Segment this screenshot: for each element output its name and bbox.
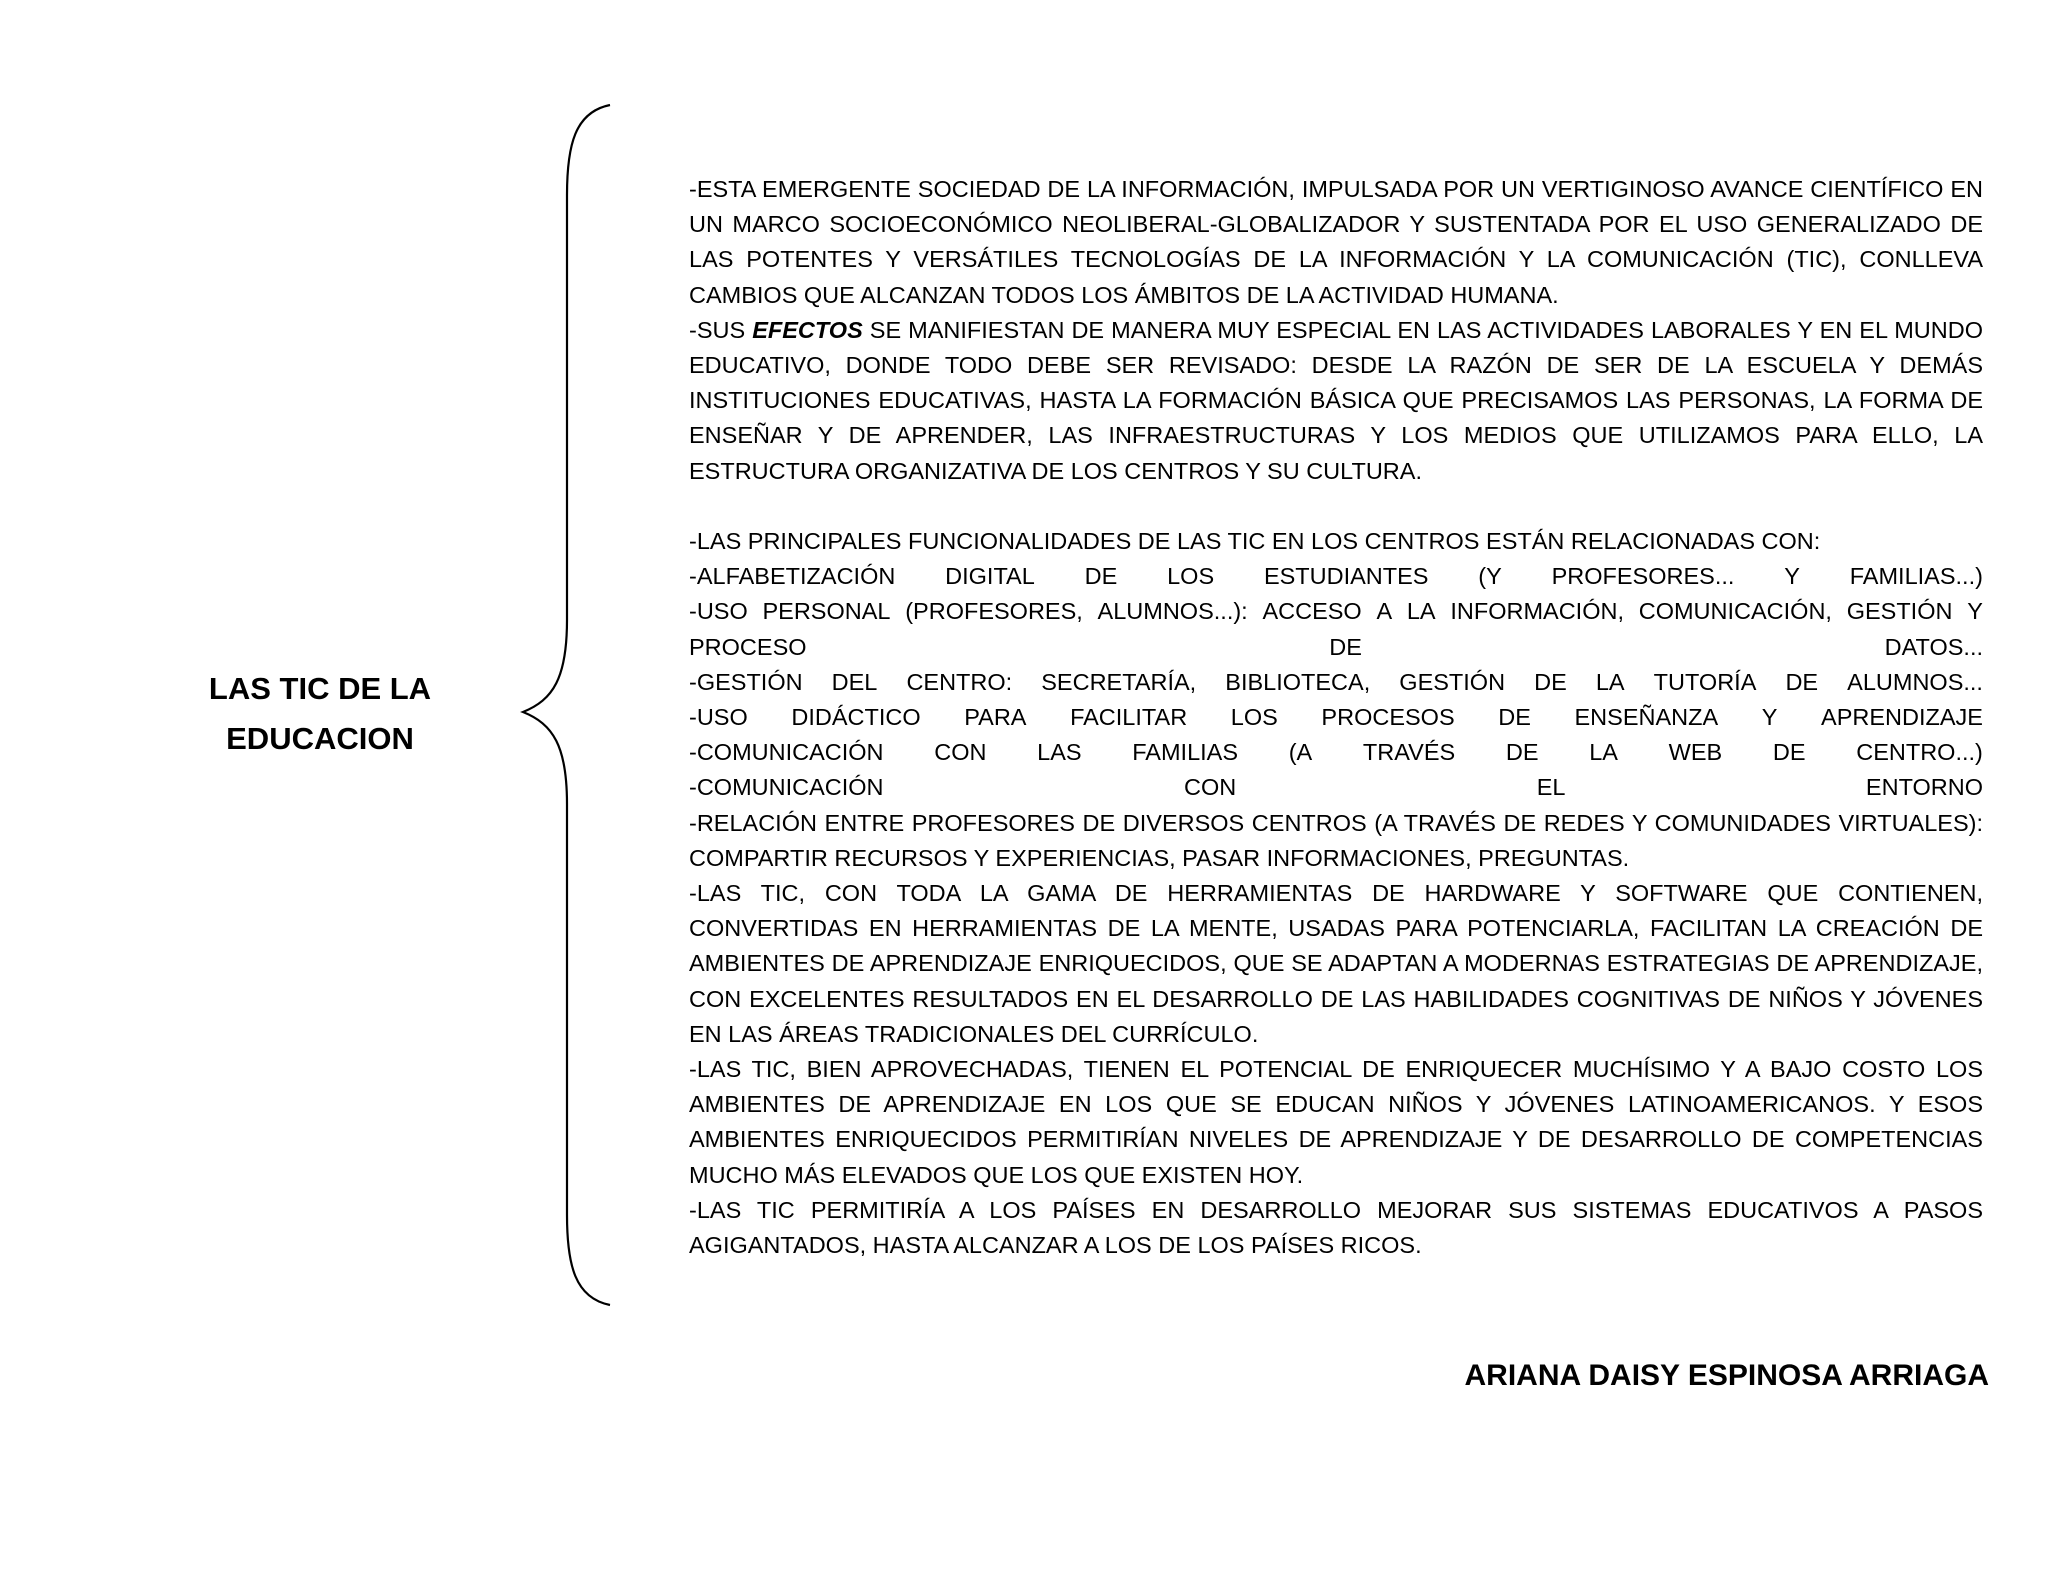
- word: CENTRO:: [906, 668, 1013, 695]
- paragraph-effects-prefix: -SUS: [689, 316, 753, 343]
- word: DIDÁCTICO: [791, 704, 921, 731]
- word: CENTRO...): [1856, 739, 1983, 766]
- word: -COMUNICACIÓN: [689, 739, 884, 766]
- word: ENSEÑANZA: [1574, 704, 1719, 731]
- word: DATOS...: [1884, 633, 1983, 660]
- word: DE: [1505, 739, 1539, 766]
- paragraph-effects-rest: SE MANIFIESTAN DE MANERA MUY ESPECIAL EN LAS ACTIVIDADES LABORALES Y EN EL MUNDO EDUCATIVO, DONDE TODO DEBE SER REVISADO: DESDE LA RAZÓN DE SER DE LA ESCUELA Y DEMÁS INSTITUCIONES EDUCATIVAS, HASTA LA FORMACIÓN BÁSICA QUE PRECISAMOS LAS PERSONAS, LA FORMA DE ENSEÑAR Y DE APRENDER, LAS INFRAESTRUCTURAS Y LOS MEDIOS QUE UTILIZAMOS PARA ELLO, LA ESTRUCTURA ORGANIZATIVA DE LOS CENTROS Y SU CULTURA.: [689, 316, 1983, 484]
- word: Y: [1967, 598, 1983, 625]
- word: A: [1376, 598, 1393, 625]
- word: GESTIÓN: [1399, 668, 1506, 695]
- word: ACCESO: [1262, 598, 1362, 625]
- word: PERSONAL: [762, 598, 891, 625]
- paragraph-development: -LAS TIC PERMITIRÍA A LOS PAÍSES EN DESARROLLO MEJORAR SUS SISTEMAS EDUCATIVOS A PASOS AGIGANTADOS, HASTA ALCANZAR A LOS DE LOS PAÍSES RICOS.: [689, 1196, 1983, 1259]
- word: CON: [1184, 774, 1237, 801]
- word: LOS: [1167, 563, 1215, 590]
- list-item: [689, 594, 1983, 629]
- paragraph-potential: -LAS TIC, BIEN APROVECHADAS, TIENEN EL POTENCIAL DE ENRIQUECER MUCHÍSIMO Y A BAJO COSTO LOS AMBIENTES DE APRENDIZAJE EN LOS QUE SE EDUCAN NIÑOS Y JÓVENES LATINOAMERICANOS. Y ESOS AMBIENTES ENRIQUECIDOS PERMITIRÍAN NIVELES DE APRENDIZAJE Y DE DESARROLLO DE COMPETENCIAS MUCHO MÁS ELEVADOS QUE LOS QUE EXISTEN HOY.: [689, 1056, 1983, 1188]
- word: DIGITAL: [945, 563, 1035, 590]
- word: COMUNICACIÓN,: [1638, 598, 1832, 625]
- word: FAMILIAS...): [1849, 563, 1983, 590]
- word: LAS: [1037, 739, 1082, 766]
- word: ENTORNO: [1865, 774, 1983, 801]
- word: ALUMNOS...):: [1097, 598, 1248, 625]
- word: -GESTIÓN: [689, 668, 803, 695]
- word: -COMUNICACIÓN: [689, 774, 884, 801]
- word: (A: [1288, 739, 1313, 766]
- list-item: [689, 770, 1983, 805]
- list-item: [689, 559, 1983, 594]
- paragraph-effects: [689, 313, 1983, 489]
- word: DE: [1772, 739, 1806, 766]
- list-item: [689, 665, 1983, 700]
- list-item: [689, 735, 1983, 770]
- paragraph-intro: -ESTA EMERGENTE SOCIEDAD DE LA INFORMACIÓN, IMPULSADA POR UN VERTIGINOSO AVANCE CIENTÍFICO EN UN MARCO SOCIOECONÓMICO NEOLIBERAL-GLOBALIZADOR Y SUSTENTADA POR EL USO GENERALIZADO DE LAS POTENTES Y VERSÁTILES TECNOLOGÍAS DE LA INFORMACIÓN Y LA COMUNICACIÓN (TIC), CONLLEVA CAMBIOS QUE ALCANZAN TODOS LOS ÁMBITOS DE LA ACTIVIDAD HUMANA.: [689, 176, 1983, 308]
- word: DE: [1329, 633, 1362, 660]
- word: FAMILIAS: [1132, 739, 1239, 766]
- word: TRAVÉS: [1362, 739, 1456, 766]
- word: ALUMNOS...: [1847, 668, 1983, 695]
- word: FACILITAR: [1070, 704, 1188, 731]
- body-text: [689, 172, 1983, 1263]
- word: Y: [1761, 704, 1778, 731]
- word: -USO: [689, 598, 748, 625]
- word: -ALFABETIZACIÓN: [689, 563, 896, 590]
- word: CON: [934, 739, 987, 766]
- word: GESTIÓN: [1846, 598, 1953, 625]
- word: TUTORÍA: [1653, 668, 1757, 695]
- list-item: -RELACIÓN ENTRE PROFESORES DE DIVERSOS CENTROS (A TRAVÉS DE REDES Y COMUNIDADES VIRTUALES): COMPARTIR RECURSOS Y EXPERIENCIAS, PASAR INFORMACIONES, PREGUNTAS.: [689, 809, 1983, 871]
- word: WEB: [1668, 739, 1723, 766]
- effects-emphasis: EFECTOS: [752, 316, 863, 343]
- word: SECRETARÍA,: [1041, 668, 1197, 695]
- word: DEL: [831, 668, 878, 695]
- functionalities-intro: -LAS PRINCIPALES FUNCIONALIDADES DE LAS TIC EN LOS CENTROS ESTÁN RELACIONADAS CON:: [689, 528, 1821, 555]
- author-name: ARIANA DAISY ESPINOSA ARRIAGA: [1464, 1359, 1989, 1392]
- word: LA: [1595, 668, 1625, 695]
- word: -USO: [689, 704, 748, 731]
- list-item: [689, 700, 1983, 735]
- blank-line: [689, 489, 1983, 524]
- word: (Y: [1478, 563, 1502, 590]
- word: PROCESOS: [1321, 704, 1455, 731]
- word: PROCESO: [689, 633, 807, 660]
- title-line-2: EDUCACION: [226, 721, 414, 756]
- word: PROFESORES...: [1551, 563, 1735, 590]
- word: INFORMACIÓN,: [1450, 598, 1624, 625]
- title-line-1: LAS TIC DE LA: [208, 671, 432, 706]
- word: LA: [1589, 739, 1618, 766]
- word: (PROFESORES,: [905, 598, 1083, 625]
- page-title: [200, 664, 440, 764]
- word: DE: [1785, 668, 1819, 695]
- word: PARA: [964, 704, 1027, 731]
- word: LA: [1406, 598, 1436, 625]
- word: BIBLIOTECA,: [1225, 668, 1371, 695]
- word: LOS: [1230, 704, 1278, 731]
- word: APRENDIZAJE: [1821, 704, 1983, 731]
- word: DE: [1084, 563, 1118, 590]
- curly-brace: [515, 100, 615, 1310]
- list-item: [689, 630, 1983, 665]
- paragraph-tools: -LAS TIC, CON TODA LA GAMA DE HERRAMIENTAS DE HARDWARE Y SOFTWARE QUE CONTIENEN, CONVERTIDAS EN HERRAMIENTAS DE LA MENTE, USADAS PARA POTENCIARLA, FACILITAN LA CREACIÓN DE AMBIENTES DE APRENDIZAJE ENRIQUECIDOS, QUE SE ADAPTAN A MODERNAS ESTRATEGIAS DE APRENDIZAJE, CON EXCELENTES RESULTADOS EN EL DESARROLLO DE LAS HABILIDADES COGNITIVAS DE NIÑOS Y JÓVENES EN LAS ÁREAS TRADICIONALES DEL CURRÍCULO.: [689, 880, 1983, 1047]
- word: DE: [1534, 668, 1567, 695]
- word: DE: [1498, 704, 1531, 731]
- word: ESTUDIANTES: [1263, 563, 1429, 590]
- word: Y: [1784, 563, 1800, 590]
- word: EL: [1536, 774, 1566, 801]
